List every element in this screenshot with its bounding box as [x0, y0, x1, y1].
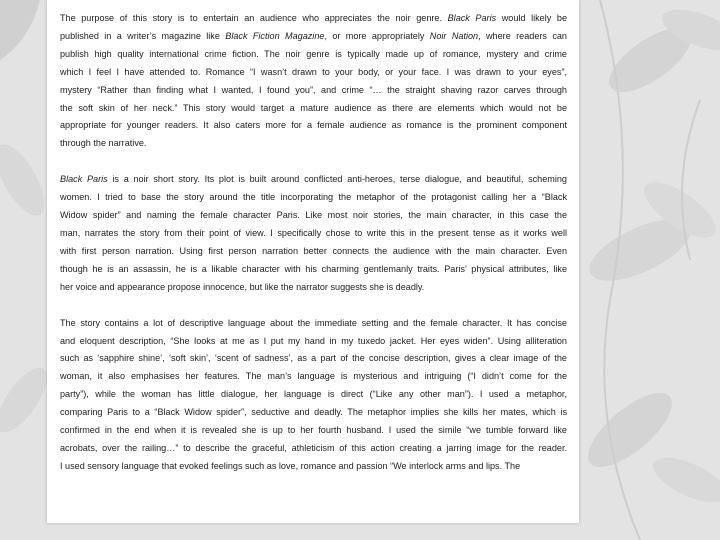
text-segment: , or more appropriately — [324, 30, 430, 41]
text-line — [60, 135, 567, 153]
text-line — [60, 440, 567, 458]
text-segment: published in a writer’s magazine like — [60, 30, 226, 41]
text-segment: The purpose of this story is to entertain an audience who appreciates the noir genre. — [60, 13, 448, 23]
document-page — [47, 0, 579, 523]
text-line — [60, 368, 567, 386]
text-line — [60, 100, 567, 118]
text-segment: and eloquent description, “She looks at me as I put my hand in my tuxedo jacket. Her eyes widen”. Using alliteration — [60, 335, 567, 346]
text-line — [60, 82, 567, 100]
text-segment: though he is an assassin, he is a likable character with his charming gentlemanly traits. Paris’ physical attributes, like — [60, 263, 567, 274]
text-line — [60, 315, 567, 333]
document-body — [60, 10, 567, 494]
text-segment: appropriate for younger readers. It also caters more for a female audience as romance is the prominent component — [60, 120, 567, 131]
text-line — [60, 207, 567, 225]
text-segment: her voice and appearance propose innocence, but like the narrator suggests she is deadly. — [60, 281, 425, 292]
text-segment: such as ‘sapphire shine’, ‘soft skin’, ‘scent of sadness’, as a part of the concise description, gives a clear image of the — [60, 353, 567, 364]
text-segment: women. I tried to base the story around the title incorporating the metaphor of the protagonist calling her a “Black — [60, 192, 567, 203]
text-segment: the soft skin of her neck.” This story would target a mature audience as there are elements which would not be — [60, 102, 567, 113]
text-line — [60, 117, 567, 135]
text-segment: party”), while the woman has little dialogue, her language is direct (“Like any other man”). I used a metaphor, — [60, 389, 567, 400]
text-segment: confirmed in the end when it is revealed she is up to her fourth husband. I used the simile “we tumble forward like — [60, 425, 567, 436]
text-line — [60, 46, 567, 64]
text-line — [60, 261, 567, 279]
text-segment: which I feel I have attended to. Romance “I wasn’t drawn to your body, or your face. I was drawn to your eyes”, — [60, 66, 567, 77]
text-line — [60, 422, 567, 440]
text-line — [60, 279, 567, 297]
text-segment: publish high quality international crime fiction. The noir genre is typically made up of romance, mystery and crime — [60, 48, 567, 59]
text-line — [60, 458, 567, 476]
paragraph-2 — [60, 171, 567, 296]
text-segment: Widow spider” and naming the female character Paris. Like most noir stories, the main character, in this case the — [60, 210, 567, 221]
text-line — [60, 225, 567, 243]
italic-text: Noir Nation — [429, 30, 479, 41]
italic-text: Black Paris — [60, 174, 108, 185]
text-segment: with first person narration. Using first person narration better connects the audience with the main character. Even — [60, 245, 567, 256]
text-line — [60, 350, 567, 368]
text-segment: is a noir short story. Its plot is built around conflicted anti-heroes, terse dialogue, and beautiful, scheming — [107, 174, 567, 185]
text-line — [60, 386, 567, 404]
paragraph-3 — [60, 315, 567, 476]
text-line — [60, 243, 567, 261]
text-segment: through the narrative. — [60, 138, 147, 149]
text-segment: acrobats, over the railing…” to describe the graceful, athleticism of this action creating a jarring image for the reader. — [60, 442, 567, 453]
text-line — [60, 10, 567, 28]
italic-text: Black Fiction Magazine — [225, 30, 325, 41]
text-segment: woman, it also emphasises her features. The man’s language is mysterious and intriguing (“I didn’t come for the — [60, 371, 567, 382]
text-segment: comparing Paris to a “Black Widow spider”, seductive and deadly. The metaphor implies she kills her mates, which is — [60, 407, 567, 418]
text-line — [60, 64, 567, 82]
text-segment: man, narrates the story from their point of view. I specifically chose to write this in the present tense as it works well — [60, 227, 567, 238]
paragraph-1 — [60, 10, 567, 153]
text-line — [60, 404, 567, 422]
text-segment: The story contains a lot of descriptive language about the immediate setting and the female character. It has concise — [60, 317, 567, 328]
text-line — [60, 28, 567, 46]
italic-text: Black Paris — [447, 13, 497, 23]
text-segment: I used sensory language that evoked feelings such as love, romance and passion “We interlock arms and lips. The — [60, 460, 521, 471]
text-segment: would likely be — [496, 13, 567, 23]
text-line — [60, 171, 567, 189]
text-line — [60, 333, 567, 351]
text-line — [60, 189, 567, 207]
text-segment: , where readers can — [478, 30, 567, 41]
text-segment: mystery “Rather than finding what I wanted, I found you”, and crime “… the straight shaving razor carves through — [60, 84, 567, 95]
